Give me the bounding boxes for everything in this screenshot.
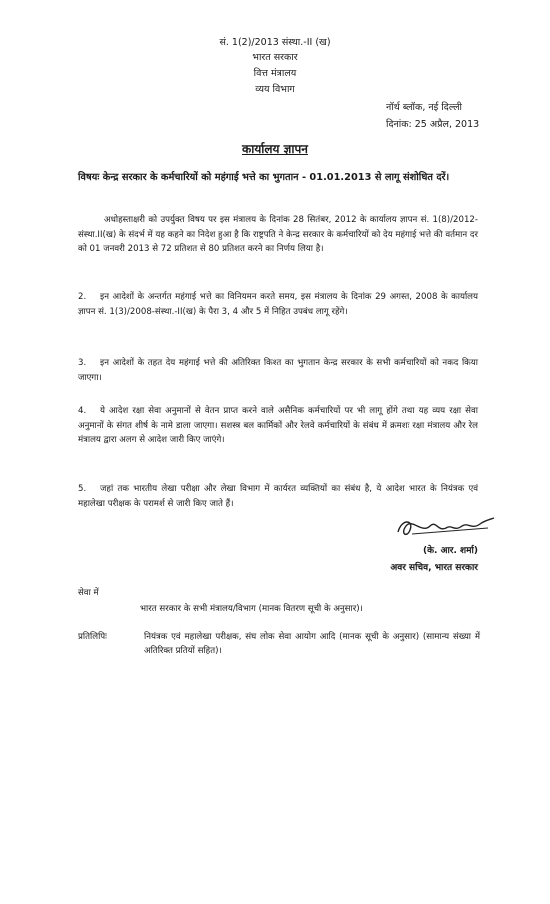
date: दिनांक: 25 अप्रैल, 2013	[386, 119, 480, 130]
place: नॉर्थ ब्लॉक, नई दिल्ली	[386, 102, 463, 113]
paragraph-text: ये आदेश रक्षा सेवा अनुमानों से वेतन प्राप्त करने वाले असैनिक कर्मचारियों पर भी लागू होंगे तथा यह व्यय रक्षा सेवा अनुमानों के संगत शीर्ष के नामे डाला जाएगा। सशस्त्र बल कार्मिकों और रेलवे कर्मचारियों के संबंध में क्रमशः रक्षा मंत्रालय और रेल मंत्रालय द्वारा अलग से आदेश जारी किए जाएंगे।	[78, 406, 478, 445]
department-name: व्यय विभाग	[255, 84, 295, 95]
to-text: भारत सरकार के सभी मंत्रालय/विभाग (मानक वितरण सूची के अनुसार)।	[140, 604, 363, 614]
paragraph-5	[78, 482, 478, 511]
govt-name: भारत सरकार	[252, 52, 298, 63]
ministry-name: वित्त मंत्रालय	[253, 68, 297, 79]
copy-label: प्रतिलिपिः	[78, 632, 107, 642]
signatory-name: (के. आर. शर्मा)	[423, 546, 478, 556]
paragraph-text: इन आदेशों के अन्तर्गत महंगाई भत्ते का विनियमन करते समय, इस मंत्रालय के दिनांक 29 अगस्त, 2008 के कार्यालय ज्ञापन सं. 1(3)/2008-संस्था.-II(ख) के पैरा 3, 4 और 5 में निहित उपबंध लागू रहेंगे।	[78, 292, 478, 317]
paragraph-number: 5.	[78, 484, 87, 494]
signatory-designation: अवर सचिव, भारत सरकार	[390, 563, 478, 573]
paragraph-4	[78, 404, 478, 448]
paragraph-text: अधोहस्ताक्षरी को उपर्युक्त विषय पर इस मंत्रालय के दिनांक 28 सितंबर, 2012 के कार्यालय ज्ञापन सं. 1(8)/2012-संस्था.II(ख) के संदर्भ में यह कहने का निदेश हुआ है कि राष्ट्रपति ने केन्द्र सरकार के कर्मचारियों को देय महंगाई भत्ते की वर्तमान दर को 01 जनवरी 2013 से 72 प्रतिशत से 80 प्रतिशत करने का निर्णय लिया है।	[78, 215, 478, 254]
paragraph-number: 3.	[78, 358, 87, 368]
paragraph-3	[78, 356, 478, 385]
paragraph-number: 4.	[78, 406, 87, 416]
paragraph-text: जहां तक भारतीय लेखा परीक्षा और लेखा विभाग में कार्यरत व्यक्तियों का संबंध है, ये आदेश भारत के नियंत्रक एवं महालेखा परीक्षक के परामर्श से जारी किए जाते हैं।	[78, 484, 478, 509]
subject-line: विषयः केन्द्र सरकार के कर्मचारियों को महंगाई भत्ते का भुगतान - 01.01.2013 से लागू संशोधित दरें।	[78, 172, 450, 183]
paragraph-text: इन आदेशों के तहत देय महंगाई भत्ते की अतिरिक्त किश्त का भुगतान केन्द्र सरकार के सभी कर्मचारियों को नकद किया जाएगा।	[78, 358, 478, 383]
paragraph-1	[78, 213, 478, 257]
page-title: कार्यालय ज्ञापन	[242, 142, 308, 156]
paragraph-number: 2.	[78, 292, 87, 302]
paragraph-2	[78, 290, 478, 319]
to-label: सेवा में	[78, 588, 99, 598]
ref-number: सं. 1(2)/2013 संस्था.-II (ख)	[219, 37, 331, 48]
copy-text: नियंत्रक एवं महालेखा परीक्षक, संघ लोक सेवा आयोग आदि (मानक सूची के अनुसार) (सामान्य संख्या में अतिरिक्त प्रतियों सहित)।	[144, 632, 480, 656]
signature-image	[392, 512, 500, 542]
